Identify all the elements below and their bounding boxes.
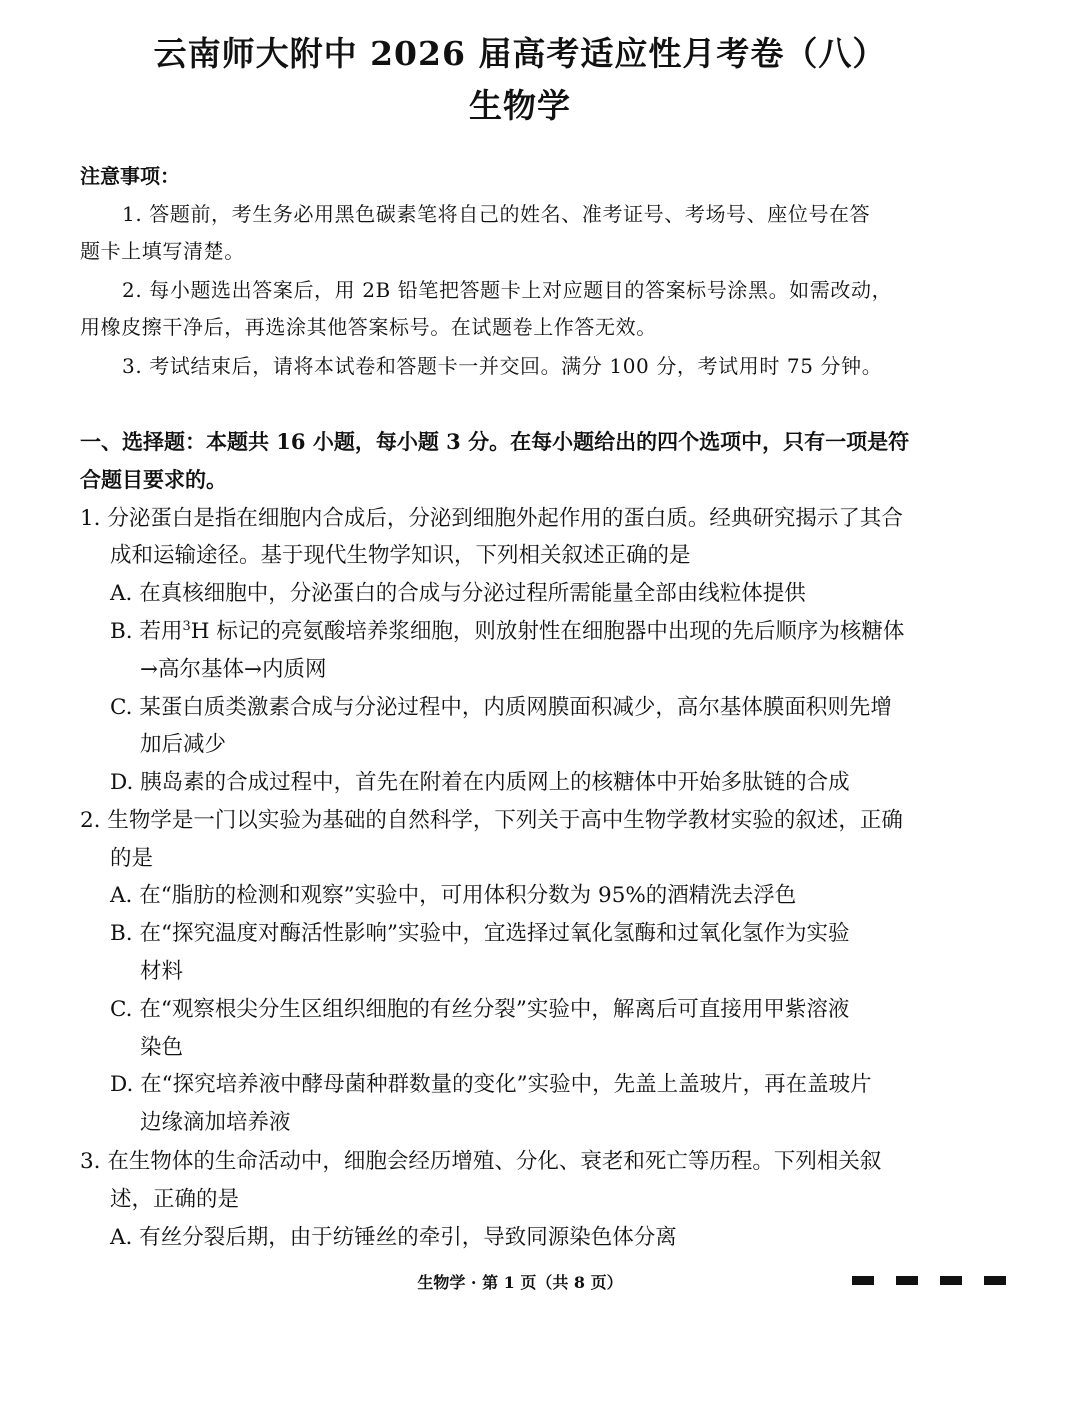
question-2-stem-cont: 的是 xyxy=(110,846,154,871)
notice-item-1: 1. 答题前，考生务必用黑色碳素笔将自己的姓名、准考证号、考场号、座位号在答 xyxy=(122,202,871,226)
question-1-stem-cont: 成和运输途径。基于现代生物学知识，下列相关叙述正确的是 xyxy=(110,543,691,568)
question-2-option-b: B. 在“探究温度对酶活性影响”实验中，宜选择过氧化氢酶和过氧化氢作为实验 xyxy=(110,921,850,946)
notice-item-2: 2. 每小题选出答案后，用 2B 铅笔把答题卡上对应题目的答案标号涂黑。如需改动， xyxy=(122,278,893,302)
section-heading: 一、选择题：本题共 16 小题，每小题 3 分。在每小题给出的四个选项中，只有一项是符 xyxy=(80,429,910,454)
question-1-option-c-cont: 加后减少 xyxy=(140,732,227,757)
question-3-stem-cont: 述，正确的是 xyxy=(110,1187,240,1212)
option-b-prefix: B. 若用 xyxy=(110,619,183,644)
question-2-option-b-cont: 材料 xyxy=(140,959,184,984)
scan-mark xyxy=(852,1276,874,1285)
question-2-option-c: C. 在“观察根尖分生区组织细胞的有丝分裂”实验中，解离后可直接用甲紫溶液 xyxy=(110,997,850,1022)
question-3-stem: 3. 在生物体的生命活动中，细胞会经历增殖、分化、衰老和死亡等历程。下列相关叙 xyxy=(80,1149,882,1174)
question-1-option-b-cont: →高尔基体→内质网 xyxy=(140,657,327,682)
question-2-option-c-cont: 染色 xyxy=(140,1035,184,1060)
notice-item-2-cont: 用橡皮擦干净后，再选涂其他答案标号。在试题卷上作答无效。 xyxy=(80,315,657,339)
question-1-option-d: D. 胰岛素的合成过程中，首先在附着在内质网上的核糖体中开始多肽链的合成 xyxy=(110,770,850,795)
exam-title: 云南师大附中 2026 届高考适应性月考卷（八） xyxy=(153,34,887,73)
scan-mark xyxy=(896,1276,918,1285)
scan-mark xyxy=(984,1276,1006,1285)
superscript-3: 3 xyxy=(182,618,191,634)
option-b-text: H 标记的亮氨酸培养浆细胞，则放射性在细胞器中出现的先后顺序为核糖体 xyxy=(190,619,905,644)
notice-item-1-cont: 题卡上填写清楚。 xyxy=(80,239,245,263)
question-1-option-a: A. 在真核细胞中，分泌蛋白的合成与分泌过程所需能量全部由线粒体提供 xyxy=(110,581,806,606)
question-1-option-b xyxy=(110,618,904,646)
notice-heading: 注意事项： xyxy=(80,164,180,188)
subject-title: 生物学 xyxy=(469,86,571,125)
notice-item-3: 3. 考试结束后，请将本试卷和答题卡一并交回。满分 100 分，考试用时 75 分钟。 xyxy=(122,354,883,378)
question-2-option-d-cont: 边缘滴加培养液 xyxy=(140,1110,291,1135)
question-3-option-a: A. 有丝分裂后期，由于纺锤丝的牵引，导致同源染色体分离 xyxy=(110,1225,677,1250)
question-2-option-d: D. 在“探究培养液中酵母菌种群数量的变化”实验中，先盖上盖玻片，再在盖玻片 xyxy=(110,1072,872,1097)
question-1-stem: 1. 分泌蛋白是指在细胞内合成后，分泌到细胞外起作用的蛋白质。经典研究揭示了其合 xyxy=(80,506,903,531)
section-heading-cont: 合题目要求的。 xyxy=(80,467,227,492)
question-1-option-c: C. 某蛋白质类激素合成与分泌过程中，内质网膜面积减少，高尔基体膜面积则先增 xyxy=(110,695,892,720)
question-2-option-a: A. 在“脂肪的检测和观察”实验中，可用体积分数为 95%的酒精洗去浮色 xyxy=(110,883,797,908)
question-2-stem: 2. 生物学是一门以实验为基础的自然科学，下列关于高中生物学教材实验的叙述，正确 xyxy=(80,808,903,833)
page-footer: 生物学 · 第 1 页（共 8 页） xyxy=(417,1273,623,1292)
scan-mark xyxy=(940,1276,962,1285)
